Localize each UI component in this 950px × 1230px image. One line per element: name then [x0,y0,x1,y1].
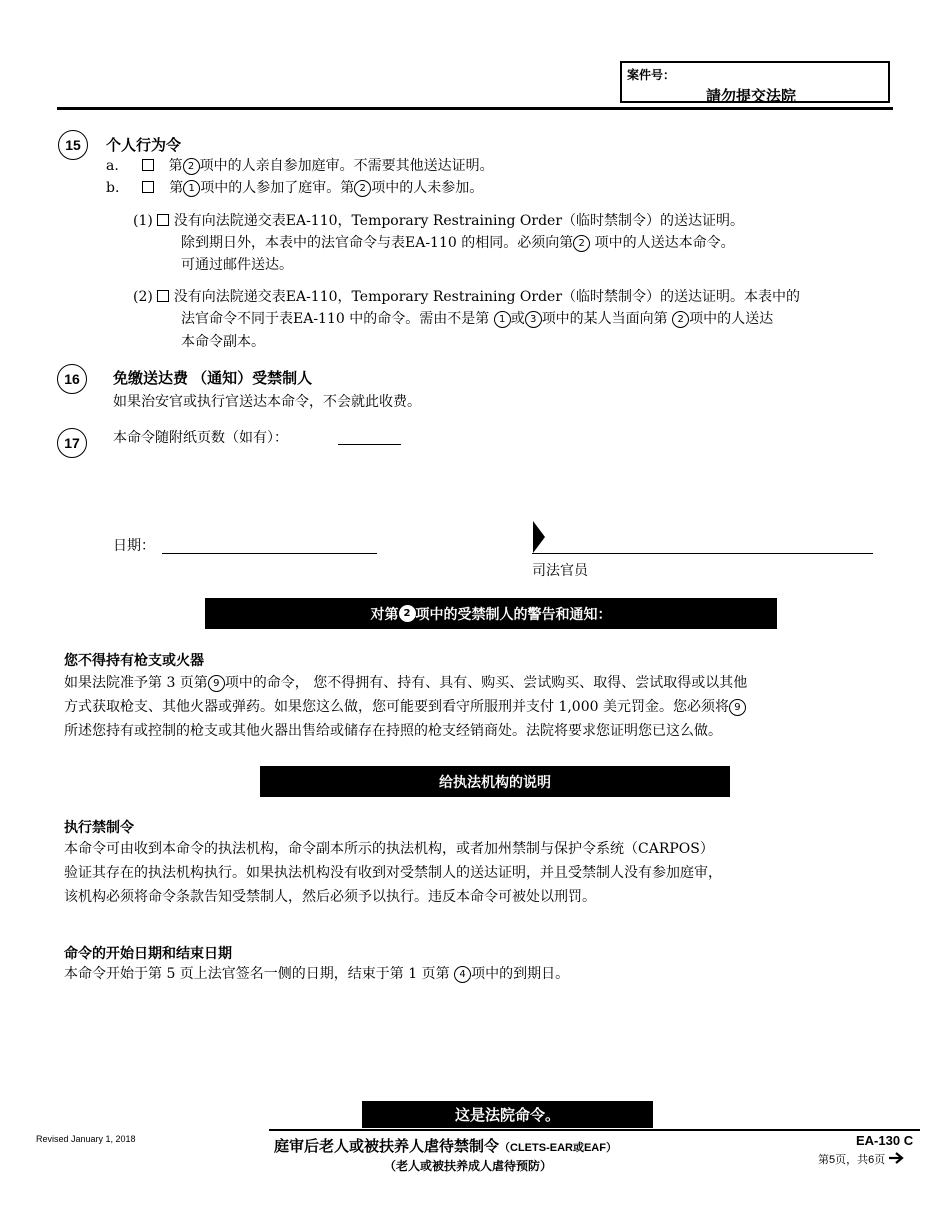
item-17-text: 本命令随附纸页数（如有）： [113,430,288,446]
footer-title: 庭审后老人或被扶养人虐待禁制令（CLETS-EAR或EAF） [274,1138,617,1155]
item-15b1-line3: 可通过邮件送达。 [181,257,293,273]
item-15b2-label: (2) [133,289,153,305]
footer-divider [269,1129,920,1131]
item-16-title: 免缴送达费 （通知）受禁制人 [113,370,313,387]
item-15b2-line2: 法官命令不同于表EA-110 中的命令。需由不是第 1 或 3 项中的某人当面向第 2 项中的人送达 [181,311,774,327]
form-number: EA-130 C [856,1133,914,1148]
footer-subtitle: （老人或被扶养成人虐待预防） [384,1159,553,1173]
item-15b2-line3: 本命令副本。 [181,334,265,350]
item-17-blank-line[interactable] [338,444,401,445]
enforce-heading: 执行禁制令 [64,819,134,835]
signature-line[interactable] [532,553,873,554]
date-line[interactable] [162,553,377,554]
item-15b2-checkbox[interactable] [157,290,169,302]
item-15b1-row: (1) 没有向法院递交表EA-110，Temporary Restraining Order（临时禁制令）的送达证明。 [133,213,745,229]
page-info: 第5页，共6页 [818,1151,904,1167]
item-15a-letter: a. [106,158,119,174]
warning-bar: 对第 2 项中的受禁制人的警告和通知： [205,598,777,629]
item-15b1-line2: 除到期日外，本表中的法官命令与表EA-110 的相同。必须向第 2 项中的人送达本命令。 [181,235,735,251]
dates-text: 本命令开始于第 5 页上法官签名一侧的日期，结束于第 1 页第 4 项中的到期日。 [64,966,570,982]
item-15b-letter: b. [106,180,120,196]
signature-arrow-icon [533,521,545,553]
item-15b2-row: (2) 没有向法院递交表EA-110，Temporary Restraining Order（临时禁制令）的送达证明。本表中的 [133,289,801,305]
item-15a-row: a. 第 2 项中的人亲自参加庭审。不需要其他送达证明。 [106,158,494,174]
item-15b1-label: (1) [133,213,153,229]
item-15-number: 15 [58,130,88,160]
item-17-number: 17 [57,428,87,458]
item-15b-row: b. 第 1 项中的人参加了庭审。第 2 项中的人未参加。 [106,180,484,196]
firearms-line-1: 如果法院准予第 3 页第 9 项中的命令， 您不得拥有、持有、具有、购买、尝试购买、取得、尝试取得或以其他 [64,675,748,691]
date-label: 日期： [113,538,155,554]
item-16-number: 16 [57,364,87,394]
court-order-bar: 这是法院命令。 [362,1101,653,1128]
enforce-line-3: 该机构必须将命令条款告知受禁制人，然后必须予以执行。违反本命令可被处以刑罚。 [64,889,596,905]
firearms-heading: 您不得持有枪支或火器 [64,652,204,668]
item-16-text: 如果治安官或执行官送达本命令，不会就此收费。 [113,394,421,410]
item-15b1-checkbox[interactable] [157,214,169,226]
firearms-line-2: 方式获取枪支、其他火器或弹药。如果您这么做，您可能要到看守所服刑并支付 1,000 美元罚金。您必须将 9 [64,698,746,716]
item-15b-checkbox[interactable] [142,181,154,193]
firearms-line-3: 所述您持有或控制的枪支或其他火器出售给或储存在持照的枪支经销商处。法院将要求您证明您已这么做。 [64,723,722,739]
arrow-right-icon [888,1152,904,1164]
revised-date: Revised January 1, 2018 [36,1134,136,1144]
judicial-officer-label: 司法官员 [532,563,588,579]
case-number-value: 請勿提交法院 [706,88,797,105]
case-number-label: 案件号： [627,68,676,82]
law-enforcement-bar: 给执法机构的说明 [260,766,730,797]
enforce-line-2: 验证其存在的执法机构执行。如果执法机构没有收到对受禁制人的送达证明，并且受禁制人没有参加庭审， [64,865,722,881]
header-divider [57,107,893,110]
item-15-title: 个人行为令 [106,137,182,154]
dates-heading: 命令的开始日期和结束日期 [64,945,232,961]
item-15a-checkbox[interactable] [142,159,154,171]
enforce-line-1: 本命令可由收到本命令的执法机构，命令副本所示的执法机构，或者加州禁制与保护令系统（CARPOS） [64,841,714,857]
